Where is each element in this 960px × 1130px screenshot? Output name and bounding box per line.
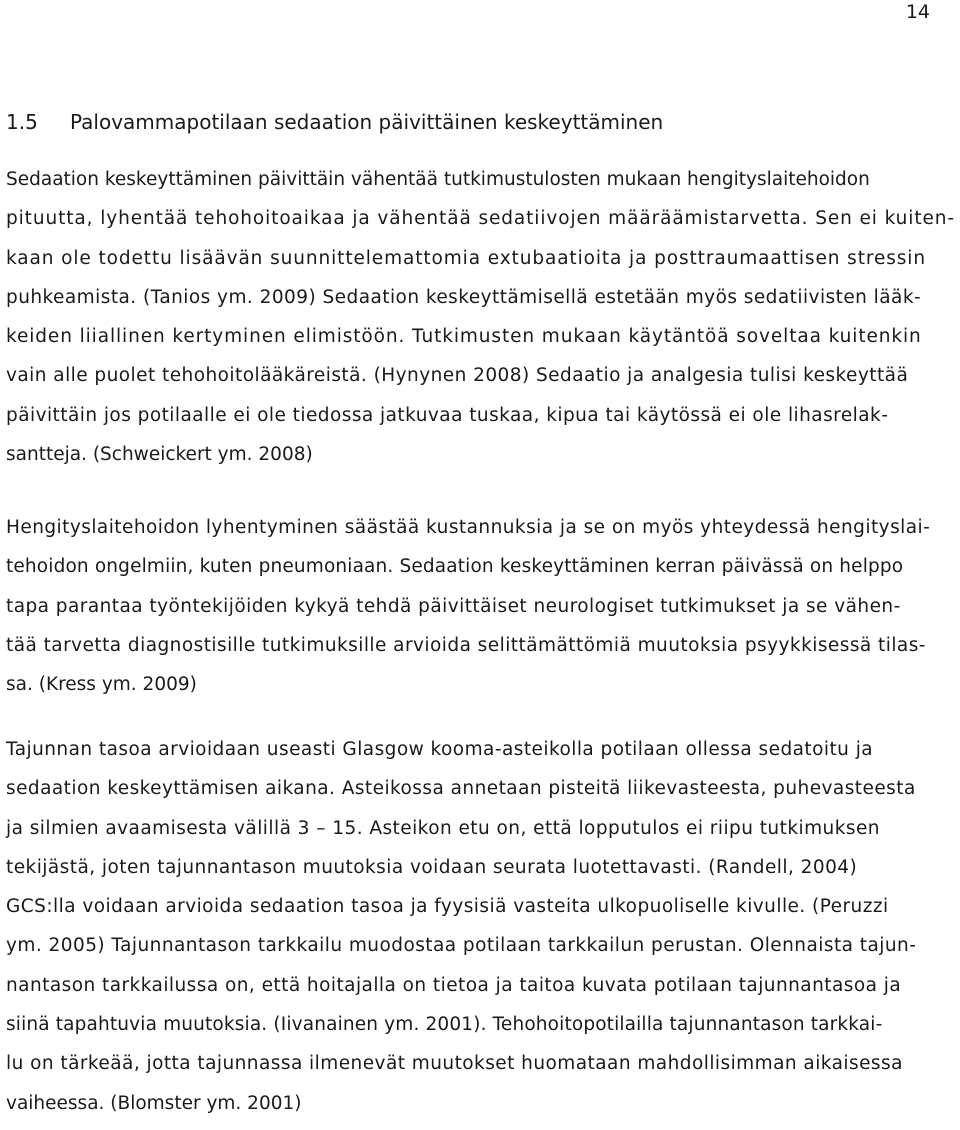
section-title: Palovammapotilaan sedaation päivittäinen keskeyttäminen [70, 110, 664, 134]
page-number: 14 [905, 1, 930, 23]
paragraph-line: tapa parantaa työntekijöiden kykyä tehdä päivittäiset neurologiset tutkimukset ja se vähen- [6, 595, 901, 617]
paragraph-sedation-interruption [6, 167, 956, 481]
paragraph-line: keiden liiallinen kertyminen elimistöön. Tutkimusten mukaan käytäntöä soveltaa kuitenkin [6, 326, 922, 348]
paragraph-consciousness-assessment [6, 737, 956, 1130]
paragraph-ventilation-costs [6, 515, 956, 711]
paragraph-line: tää tarvetta diagnostisille tutkimuksille arvioida selittämättömiä muutoksia psyykkisessä tilas- [6, 634, 926, 656]
paragraph-line: sedaation keskeyttämisen aikana. Asteikossa annetaan pisteitä liikevasteesta, puhevasteesta [6, 778, 916, 800]
paragraph-line: sa. (Kress ym. 2009) [6, 674, 197, 696]
paragraph-line: vain alle puolet tehohoitolääkäreistä. (Hynynen 2008) Sedaatio ja analgesia tulisi keskeyttää [6, 365, 909, 387]
paragraph-line: Sedaation keskeyttäminen päivittäin vähentää tutkimustulosten mukaan hengityslaitehoidon [6, 169, 870, 190]
section-number: 1.5 [6, 110, 38, 134]
paragraph-line: siinä tapahtuvia muutoksia. (Iivanainen ym. 2001). Tehohoitopotilailla tajunnantason tarkkai- [6, 1014, 883, 1036]
paragraph-line: pituutta, lyhentää tehohoitoaikaa ja vähentää sedatiivojen määräämistarvetta. Sen ei kuiten- [6, 208, 955, 230]
paragraph-line: nantason tarkkailussa on, että hoitajalla on tietoa ja taitoa kuvata potilaan tajunnantasoa ja [6, 974, 902, 996]
paragraph-line: lu on tärkeää, jotta tajunnassa ilmenevät muutokset huomataan mahdollisimman aikaisessa [6, 1053, 903, 1075]
section-heading [6, 109, 663, 135]
paragraph-line: tehoidon ongelmiin, kuten pneumoniaan. Sedaation keskeyttäminen kerran päivässä on helppo [6, 556, 904, 578]
paragraph-line: Hengityslaitehoidon lyhentyminen säästää kustannuksia ja se on myös yhteydessä hengityslai- [6, 517, 931, 538]
paragraph-line: vaiheessa. (Blomster ym. 2001) [6, 1092, 302, 1114]
paragraph-line: puhkeamista. (Tanios ym. 2009) Sedaation keskeyttämisellä estetään myös sedatiivisten lääk- [6, 286, 922, 308]
paragraph-line: santteja. (Schweickert ym. 2008) [6, 444, 313, 466]
paragraph-line: GCS:lla voidaan arvioida sedaation tasoa ja fyysisiä vasteita ulkopuoliselle kivulle. (Peruzzi [6, 896, 889, 918]
paragraph-line: ym. 2005) Tajunnantason tarkkailu muodostaa potilaan tarkkailun perustan. Olennaista tajun- [6, 935, 917, 957]
paragraph-line: päivittäin jos potilaalle ei ole tiedossa jatkuvaa tuskaa, kipua tai käytössä ei ole lihasrelak- [6, 404, 889, 426]
paragraph-line: ja silmien avaamisesta välillä 3 – 15. Asteikon etu on, että lopputulos ei riipu tutkimuksen [6, 817, 880, 839]
paragraph-line: Tajunnan tasoa arvioidaan useasti Glasgow kooma-asteikolla potilaan ollessa sedatoitu ja [6, 739, 874, 760]
paragraph-line: tekijästä, joten tajunnantason muutoksia voidaan seurata luotettavasti. (Randell, 2004) [6, 856, 858, 878]
paragraph-line: kaan ole todettu lisäävän suunnittelemattomia extubaatioita ja posttraumaattisen stressin [6, 247, 926, 269]
